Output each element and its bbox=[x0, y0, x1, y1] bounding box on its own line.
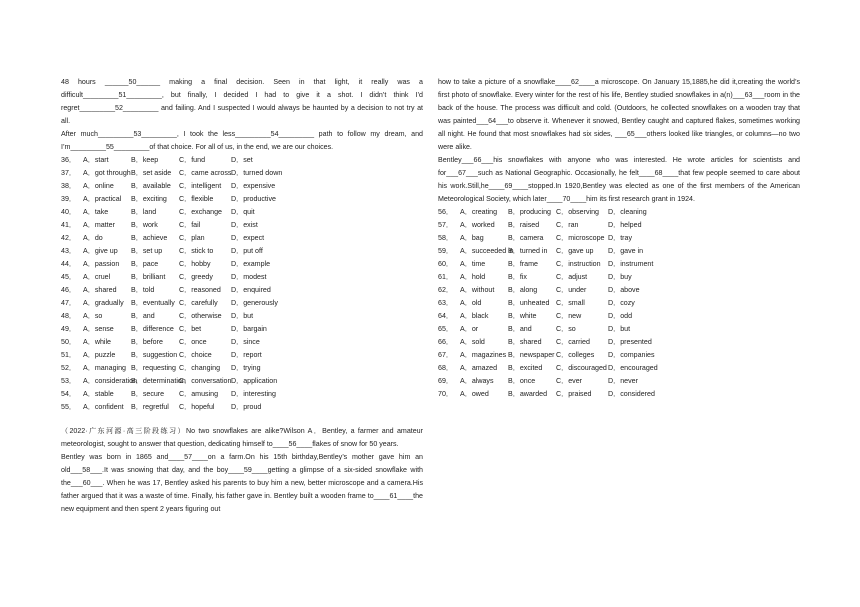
question-option-row bbox=[61, 323, 423, 336]
option-c: C．so bbox=[556, 325, 576, 333]
option-c: C．discouraged bbox=[556, 364, 607, 372]
question-option-row bbox=[438, 362, 800, 375]
option-c: C．hobby bbox=[179, 260, 211, 268]
option-a: A．without bbox=[460, 286, 495, 294]
option-b: B．achieve bbox=[131, 234, 168, 242]
option-c: C．new bbox=[556, 312, 582, 320]
option-c: C．changing bbox=[179, 364, 221, 372]
question-number: 36． bbox=[61, 156, 76, 164]
question-number: 68． bbox=[438, 364, 453, 372]
question-option-row bbox=[438, 245, 800, 258]
option-b: B．before bbox=[131, 338, 163, 346]
question-option-row bbox=[61, 271, 423, 284]
option-b: B．exciting bbox=[131, 195, 167, 203]
option-b: B．and bbox=[508, 325, 532, 333]
option-a: A．creating bbox=[460, 208, 498, 216]
option-c: C．bet bbox=[179, 325, 202, 333]
question-number: 65． bbox=[438, 325, 453, 333]
question-number: 66． bbox=[438, 338, 453, 346]
option-c: C．instruction bbox=[556, 260, 601, 268]
option-d: D．encouraged bbox=[608, 364, 658, 372]
option-a: A．succeeded in bbox=[460, 247, 514, 255]
option-a: A．worked bbox=[460, 221, 495, 229]
option-d: D．proud bbox=[231, 403, 262, 411]
option-d: D．cleaning bbox=[608, 208, 647, 216]
question-number: 69． bbox=[438, 377, 453, 385]
left-column bbox=[61, 76, 423, 516]
question-number: 58． bbox=[438, 234, 453, 242]
question-option-row bbox=[438, 388, 800, 401]
option-d: D．put off bbox=[231, 247, 263, 255]
question-option-row bbox=[438, 271, 800, 284]
option-b: B．producing bbox=[508, 208, 551, 216]
option-b: B．determination bbox=[131, 377, 186, 385]
option-c: C．gave up bbox=[556, 247, 594, 255]
option-a: A．online bbox=[83, 182, 114, 190]
option-a: A．passion bbox=[83, 260, 120, 268]
question-number: 63． bbox=[438, 299, 453, 307]
option-d: D．instrument bbox=[608, 260, 654, 268]
option-a: A．cruel bbox=[83, 273, 111, 281]
option-d: D．set bbox=[231, 156, 253, 164]
option-a: A．bag bbox=[460, 234, 484, 242]
option-c: C．plan bbox=[179, 234, 205, 242]
option-c: C．amusing bbox=[179, 390, 219, 398]
option-d: D．never bbox=[608, 377, 638, 385]
passage2-final: Bentley___66___his snowflakes with anyone who was interested. He wrote articles for scientists and for___67___such as National Geographic. Occasionally, he felt____68____that few people seemed to care about his work.Still,he____69____stopped.In 1920,Bentley was elected as one of the first members of the American Meteorological Society, which later____70____him its first research grant in 1924. bbox=[438, 156, 800, 203]
question-option-row bbox=[61, 362, 423, 375]
passage1-after: After much_________53_________, I took the less_________54_________ path to follow my dream, and I’m_________55_________of that choice. For all of us, in the end, we are our choices. bbox=[61, 130, 423, 151]
question-option-row bbox=[61, 375, 423, 388]
option-a: A．managing bbox=[83, 364, 126, 372]
question-option-row bbox=[61, 193, 423, 206]
question-option-row bbox=[61, 206, 423, 219]
question-number: 45． bbox=[61, 273, 76, 281]
question-number: 50． bbox=[61, 338, 76, 346]
option-d: D．generously bbox=[231, 299, 278, 307]
option-b: B．eventually bbox=[131, 299, 175, 307]
question-number: 49． bbox=[61, 325, 76, 333]
question-option-row bbox=[61, 232, 423, 245]
option-a: A．always bbox=[460, 377, 494, 385]
question-number: 48． bbox=[61, 312, 76, 320]
question-number: 52． bbox=[61, 364, 76, 372]
option-d: D．expensive bbox=[231, 182, 276, 190]
option-b: B．raised bbox=[508, 221, 540, 229]
option-b: B．once bbox=[508, 377, 536, 385]
option-a: A．amazed bbox=[460, 364, 498, 372]
option-b: B．and bbox=[131, 312, 155, 320]
option-b: B．keep bbox=[131, 156, 159, 164]
option-a: A．old bbox=[460, 299, 482, 307]
option-b: B．turned in bbox=[508, 247, 548, 255]
option-a: A．hold bbox=[460, 273, 486, 281]
option-a: A．so bbox=[83, 312, 103, 320]
option-d: D．productive bbox=[231, 195, 276, 203]
option-b: B．regretful bbox=[131, 403, 169, 411]
question-option-row bbox=[61, 245, 423, 258]
question-option-row bbox=[438, 232, 800, 245]
option-a: A．stable bbox=[83, 390, 114, 398]
option-c: C．fail bbox=[179, 221, 201, 229]
option-d: D．enquired bbox=[231, 286, 271, 294]
option-d: D．application bbox=[231, 377, 278, 385]
option-b: B．along bbox=[508, 286, 538, 294]
passage2-continued: how to take a picture of a snowflake____62____a microscope. On January 15,1885,he did it,creating the world’s first photo of snowflake. Every winter for the rest of his life, Bentley studied snowflakes in a(n)___63___room in the back of the house. The process was difficult and cold. (Outdoors, he collected snowflakes on a wooden tray that was painted___64___to observe it. Whenever it snowed, Bentley caught and captured flakes, sometimes working all night. He found that most snowflakes had six sides, ___65___others looked like triangles, or columns—no two were alike. bbox=[438, 78, 800, 151]
option-c: C．conversation bbox=[179, 377, 232, 385]
passage2-intro: （2022·广东河源·高三阶段练习）No two snowflakes are alike?Wilson A．Bentley, a farmer and amateur meteorologist, sought to answer that question, dedicating himself to____56____flakes of snow for 50 years. bbox=[61, 427, 423, 448]
option-d: D．gave in bbox=[608, 247, 644, 255]
question-number: 37． bbox=[61, 169, 76, 177]
question-number: 43． bbox=[61, 247, 76, 255]
passage1-intro: 48 hours ______50______ making a final decision. Seen in that light, it really was a difficult_________51_________, but finally, I decided I had to give it a shot. I didn’t think I’d regret_________52_________ and failing. And I suspected I would always be haunted by a decision to not try at all. bbox=[61, 78, 423, 125]
option-d: D．expect bbox=[231, 234, 265, 242]
question-number: 62． bbox=[438, 286, 453, 294]
question-option-row bbox=[61, 284, 423, 297]
question-option-row bbox=[61, 154, 423, 167]
question-number: 44． bbox=[61, 260, 76, 268]
option-d: D．modest bbox=[231, 273, 267, 281]
question-number: 46． bbox=[61, 286, 76, 294]
option-c: C．greedy bbox=[179, 273, 213, 281]
option-a: A．matter bbox=[83, 221, 115, 229]
option-b: B．newspaper bbox=[508, 351, 555, 359]
option-a: A．time bbox=[460, 260, 486, 268]
option-c: C．ever bbox=[556, 377, 583, 385]
question-option-row bbox=[438, 219, 800, 232]
question-number: 70． bbox=[438, 390, 453, 398]
option-d: D．bargain bbox=[231, 325, 267, 333]
option-a: A．while bbox=[83, 338, 111, 346]
option-a: A．do bbox=[83, 234, 103, 242]
option-c: C．stick to bbox=[179, 247, 214, 255]
question-option-row bbox=[438, 297, 800, 310]
option-b: B．requesting bbox=[131, 364, 176, 372]
option-a: A．black bbox=[460, 312, 489, 320]
option-b: B．difference bbox=[131, 325, 174, 333]
option-c: C．exchange bbox=[179, 208, 222, 216]
question-number: 61． bbox=[438, 273, 453, 281]
question-number: 42． bbox=[61, 234, 76, 242]
options-56-70 bbox=[438, 206, 800, 401]
option-a: A．gradually bbox=[83, 299, 124, 307]
question-option-row bbox=[438, 375, 800, 388]
option-b: B．excited bbox=[508, 364, 543, 372]
option-b: B．available bbox=[131, 182, 171, 190]
option-b: B．camera bbox=[508, 234, 544, 242]
question-number: 57． bbox=[438, 221, 453, 229]
option-d: D．quit bbox=[231, 208, 255, 216]
option-d: D．report bbox=[231, 351, 262, 359]
option-b: B．work bbox=[131, 221, 158, 229]
option-a: A．got through bbox=[83, 169, 131, 177]
option-b: B．secure bbox=[131, 390, 165, 398]
question-option-row bbox=[61, 167, 423, 180]
question-option-row bbox=[438, 336, 800, 349]
option-a: A．or bbox=[460, 325, 479, 333]
option-c: C．once bbox=[179, 338, 207, 346]
option-c: C．intelligent bbox=[179, 182, 222, 190]
option-b: B．unheated bbox=[508, 299, 550, 307]
option-b: B．brilliant bbox=[131, 273, 166, 281]
question-number: 39． bbox=[61, 195, 76, 203]
option-d: D．turned down bbox=[231, 169, 283, 177]
option-c: C．came across bbox=[179, 169, 232, 177]
option-c: C．praised bbox=[556, 390, 592, 398]
options-36-55 bbox=[61, 154, 423, 414]
option-c: C．otherwise bbox=[179, 312, 222, 320]
option-d: D．example bbox=[231, 260, 271, 268]
question-option-row bbox=[438, 310, 800, 323]
option-b: B．suggestion bbox=[131, 351, 178, 359]
option-d: D．since bbox=[231, 338, 260, 346]
option-c: C．flexible bbox=[179, 195, 214, 203]
option-a: A．magazines bbox=[460, 351, 507, 359]
option-c: C．reasoned bbox=[179, 286, 221, 294]
question-number: 55． bbox=[61, 403, 76, 411]
question-number: 38． bbox=[61, 182, 76, 190]
option-c: C．small bbox=[556, 299, 585, 307]
question-option-row bbox=[61, 388, 423, 401]
option-c: C．colleges bbox=[556, 351, 595, 359]
option-d: D．but bbox=[608, 325, 631, 333]
question-option-row bbox=[438, 206, 800, 219]
question-option-row bbox=[61, 336, 423, 349]
question-number: 64． bbox=[438, 312, 453, 320]
option-b: B．told bbox=[131, 286, 155, 294]
question-option-row bbox=[61, 219, 423, 232]
passage2 bbox=[61, 425, 423, 516]
option-c: C．microscope bbox=[556, 234, 605, 242]
option-a: A．sense bbox=[83, 325, 114, 333]
option-d: D．helped bbox=[608, 221, 642, 229]
question-option-row bbox=[438, 284, 800, 297]
option-a: A．owed bbox=[460, 390, 489, 398]
option-d: D．exist bbox=[231, 221, 258, 229]
option-b: B．white bbox=[508, 312, 537, 320]
option-c: C．choice bbox=[179, 351, 212, 359]
option-d: D．tray bbox=[608, 234, 633, 242]
question-number: 47． bbox=[61, 299, 76, 307]
question-option-row bbox=[61, 297, 423, 310]
question-number: 40． bbox=[61, 208, 76, 216]
option-b: B．land bbox=[131, 208, 157, 216]
question-option-row bbox=[61, 258, 423, 271]
option-c: C．adjust bbox=[556, 273, 588, 281]
option-a: A．puzzle bbox=[83, 351, 116, 359]
option-b: B．frame bbox=[508, 260, 538, 268]
option-a: A．give up bbox=[83, 247, 118, 255]
question-number: 41． bbox=[61, 221, 76, 229]
question-option-row bbox=[61, 310, 423, 323]
option-d: D．companies bbox=[608, 351, 655, 359]
option-c: C．carried bbox=[556, 338, 590, 346]
question-number: 67． bbox=[438, 351, 453, 359]
option-c: C．carefully bbox=[179, 299, 218, 307]
question-number: 53． bbox=[61, 377, 76, 385]
option-a: A．confident bbox=[83, 403, 124, 411]
option-c: C．fund bbox=[179, 156, 206, 164]
option-a: A．practical bbox=[83, 195, 122, 203]
option-d: D．buy bbox=[608, 273, 632, 281]
option-b: B．set aside bbox=[131, 169, 172, 177]
option-a: A．start bbox=[83, 156, 109, 164]
option-c: C．under bbox=[556, 286, 587, 294]
option-d: D．presented bbox=[608, 338, 652, 346]
option-d: D．odd bbox=[608, 312, 633, 320]
option-c: C．hopeful bbox=[179, 403, 215, 411]
option-d: D．interesting bbox=[231, 390, 276, 398]
option-d: D．but bbox=[231, 312, 254, 320]
question-option-row bbox=[61, 401, 423, 414]
question-number: 51． bbox=[61, 351, 76, 359]
option-b: B．awarded bbox=[508, 390, 548, 398]
option-b: B．shared bbox=[508, 338, 542, 346]
option-d: D．considered bbox=[608, 390, 655, 398]
passage2-body: Bentley was born in 1865 and____57____on a farm.On his 15th birthday,Bentley’s mother gave him an old___58___.It was snowing that day, and the boy____59____getting a glimpse of a six-sided snowflake with the___60___. When he was 17, Bentley asked his parents to buy him a new, better microscope and a camera.His father argued that it was a waste of time. Finally, his father gave in. Bentley built a wooden frame to____61____the new equipment and then spent 2 years figuring out bbox=[61, 453, 423, 513]
option-a: A．sold bbox=[460, 338, 485, 346]
question-number: 54． bbox=[61, 390, 76, 398]
question-option-row bbox=[438, 258, 800, 271]
question-option-row bbox=[61, 349, 423, 362]
option-b: B．fix bbox=[508, 273, 527, 281]
question-option-row bbox=[438, 349, 800, 362]
option-d: D．cozy bbox=[608, 299, 635, 307]
option-a: A．shared bbox=[83, 286, 117, 294]
question-number: 56． bbox=[438, 208, 453, 216]
option-a: A．take bbox=[83, 208, 109, 216]
option-d: D．trying bbox=[231, 364, 261, 372]
option-b: B．pace bbox=[131, 260, 159, 268]
right-column bbox=[438, 76, 800, 401]
question-number: 59． bbox=[438, 247, 453, 255]
question-option-row bbox=[61, 180, 423, 193]
option-a: A．consideration bbox=[83, 377, 138, 385]
option-c: C．observing bbox=[556, 208, 599, 216]
option-d: D．above bbox=[608, 286, 640, 294]
question-number: 60． bbox=[438, 260, 453, 268]
question-option-row bbox=[438, 323, 800, 336]
option-b: B．set up bbox=[131, 247, 163, 255]
option-c: C．ran bbox=[556, 221, 579, 229]
